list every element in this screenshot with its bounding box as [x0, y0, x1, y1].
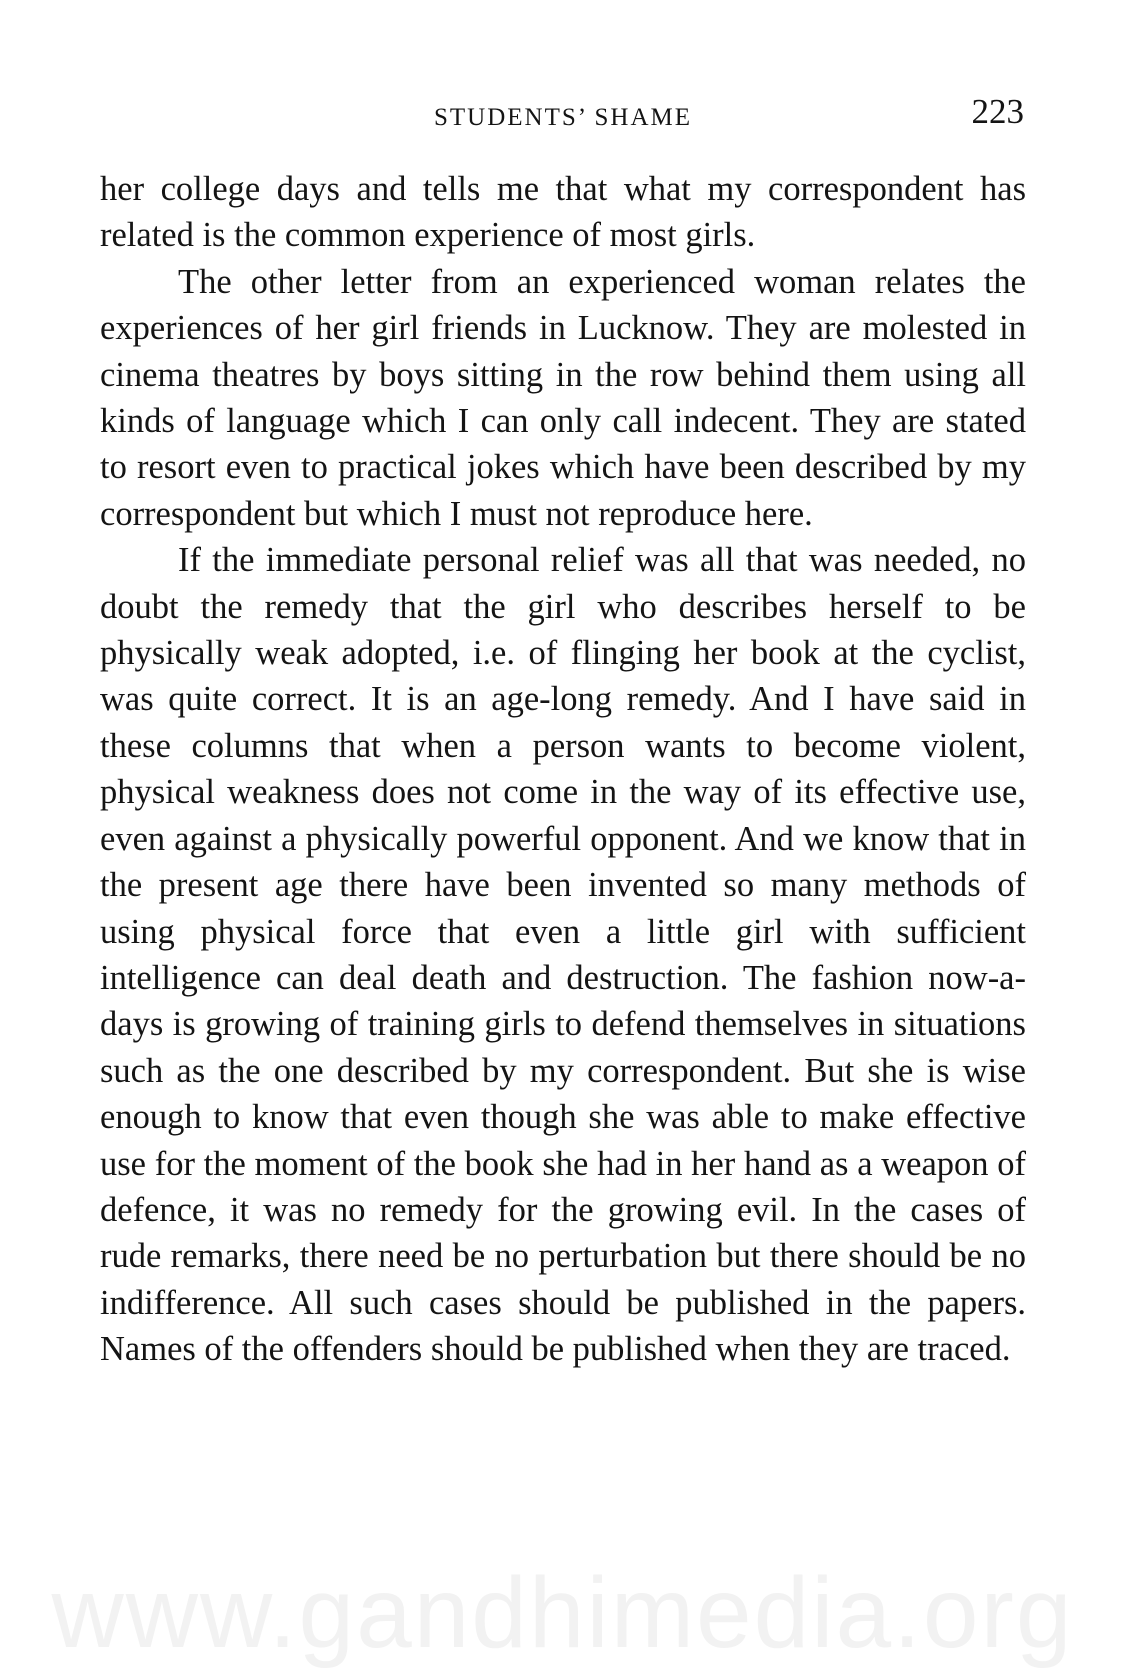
running-head: [102, 92, 1024, 142]
paragraph-letter-lucknow: The other letter from an experienced woman relates the experiences of her girl friends in Lucknow. They are molested in cinema theatres by boys sitting in the row behind them using all kinds of language which I can only call indecent. They are stated to resort even to practical jokes which have been described by my correspondent but which I must not reproduce here.: [100, 262, 1026, 533]
paragraph-continuation: her college days and tells me that what my correspondent has related is the common experience of most girls.: [100, 170, 1026, 255]
running-title: STUDENTS’ SHAME: [433, 104, 692, 131]
body-text: [100, 166, 1026, 1373]
paragraph-remedy: If the immediate personal relief was all that was needed, no doubt the remedy that the girl who describes herself to be physically weak adopted, i.e. of flinging her book at the cyclist, was quite correct. It is an age-long remedy. And I have said in these columns that when a person wants to become violent, physical weakness does not come in the way of its effective use, even against a physically powerful opponent. And we know that in the present age there have been invented so many methods of using physical force that even a little girl with sufficient intelligence can deal death and destruction. The fashion now-a-days is growing of training girls to defend themselves in situations such as the one described by my correspondent. But she is wise enough to know that even though she was able to make effective use for the moment of the book she had in her hand as a weapon of defence, it was no remedy for the growing evil. In the cases of rude remarks, there need be no perturbation but there should be no indifference. All such cases should be published in the papers. Names of the offenders should be published when they are traced.: [100, 541, 1026, 1369]
page-number: 223: [971, 92, 1024, 131]
watermark: www.gandhimedia.org: [51, 1557, 1074, 1669]
